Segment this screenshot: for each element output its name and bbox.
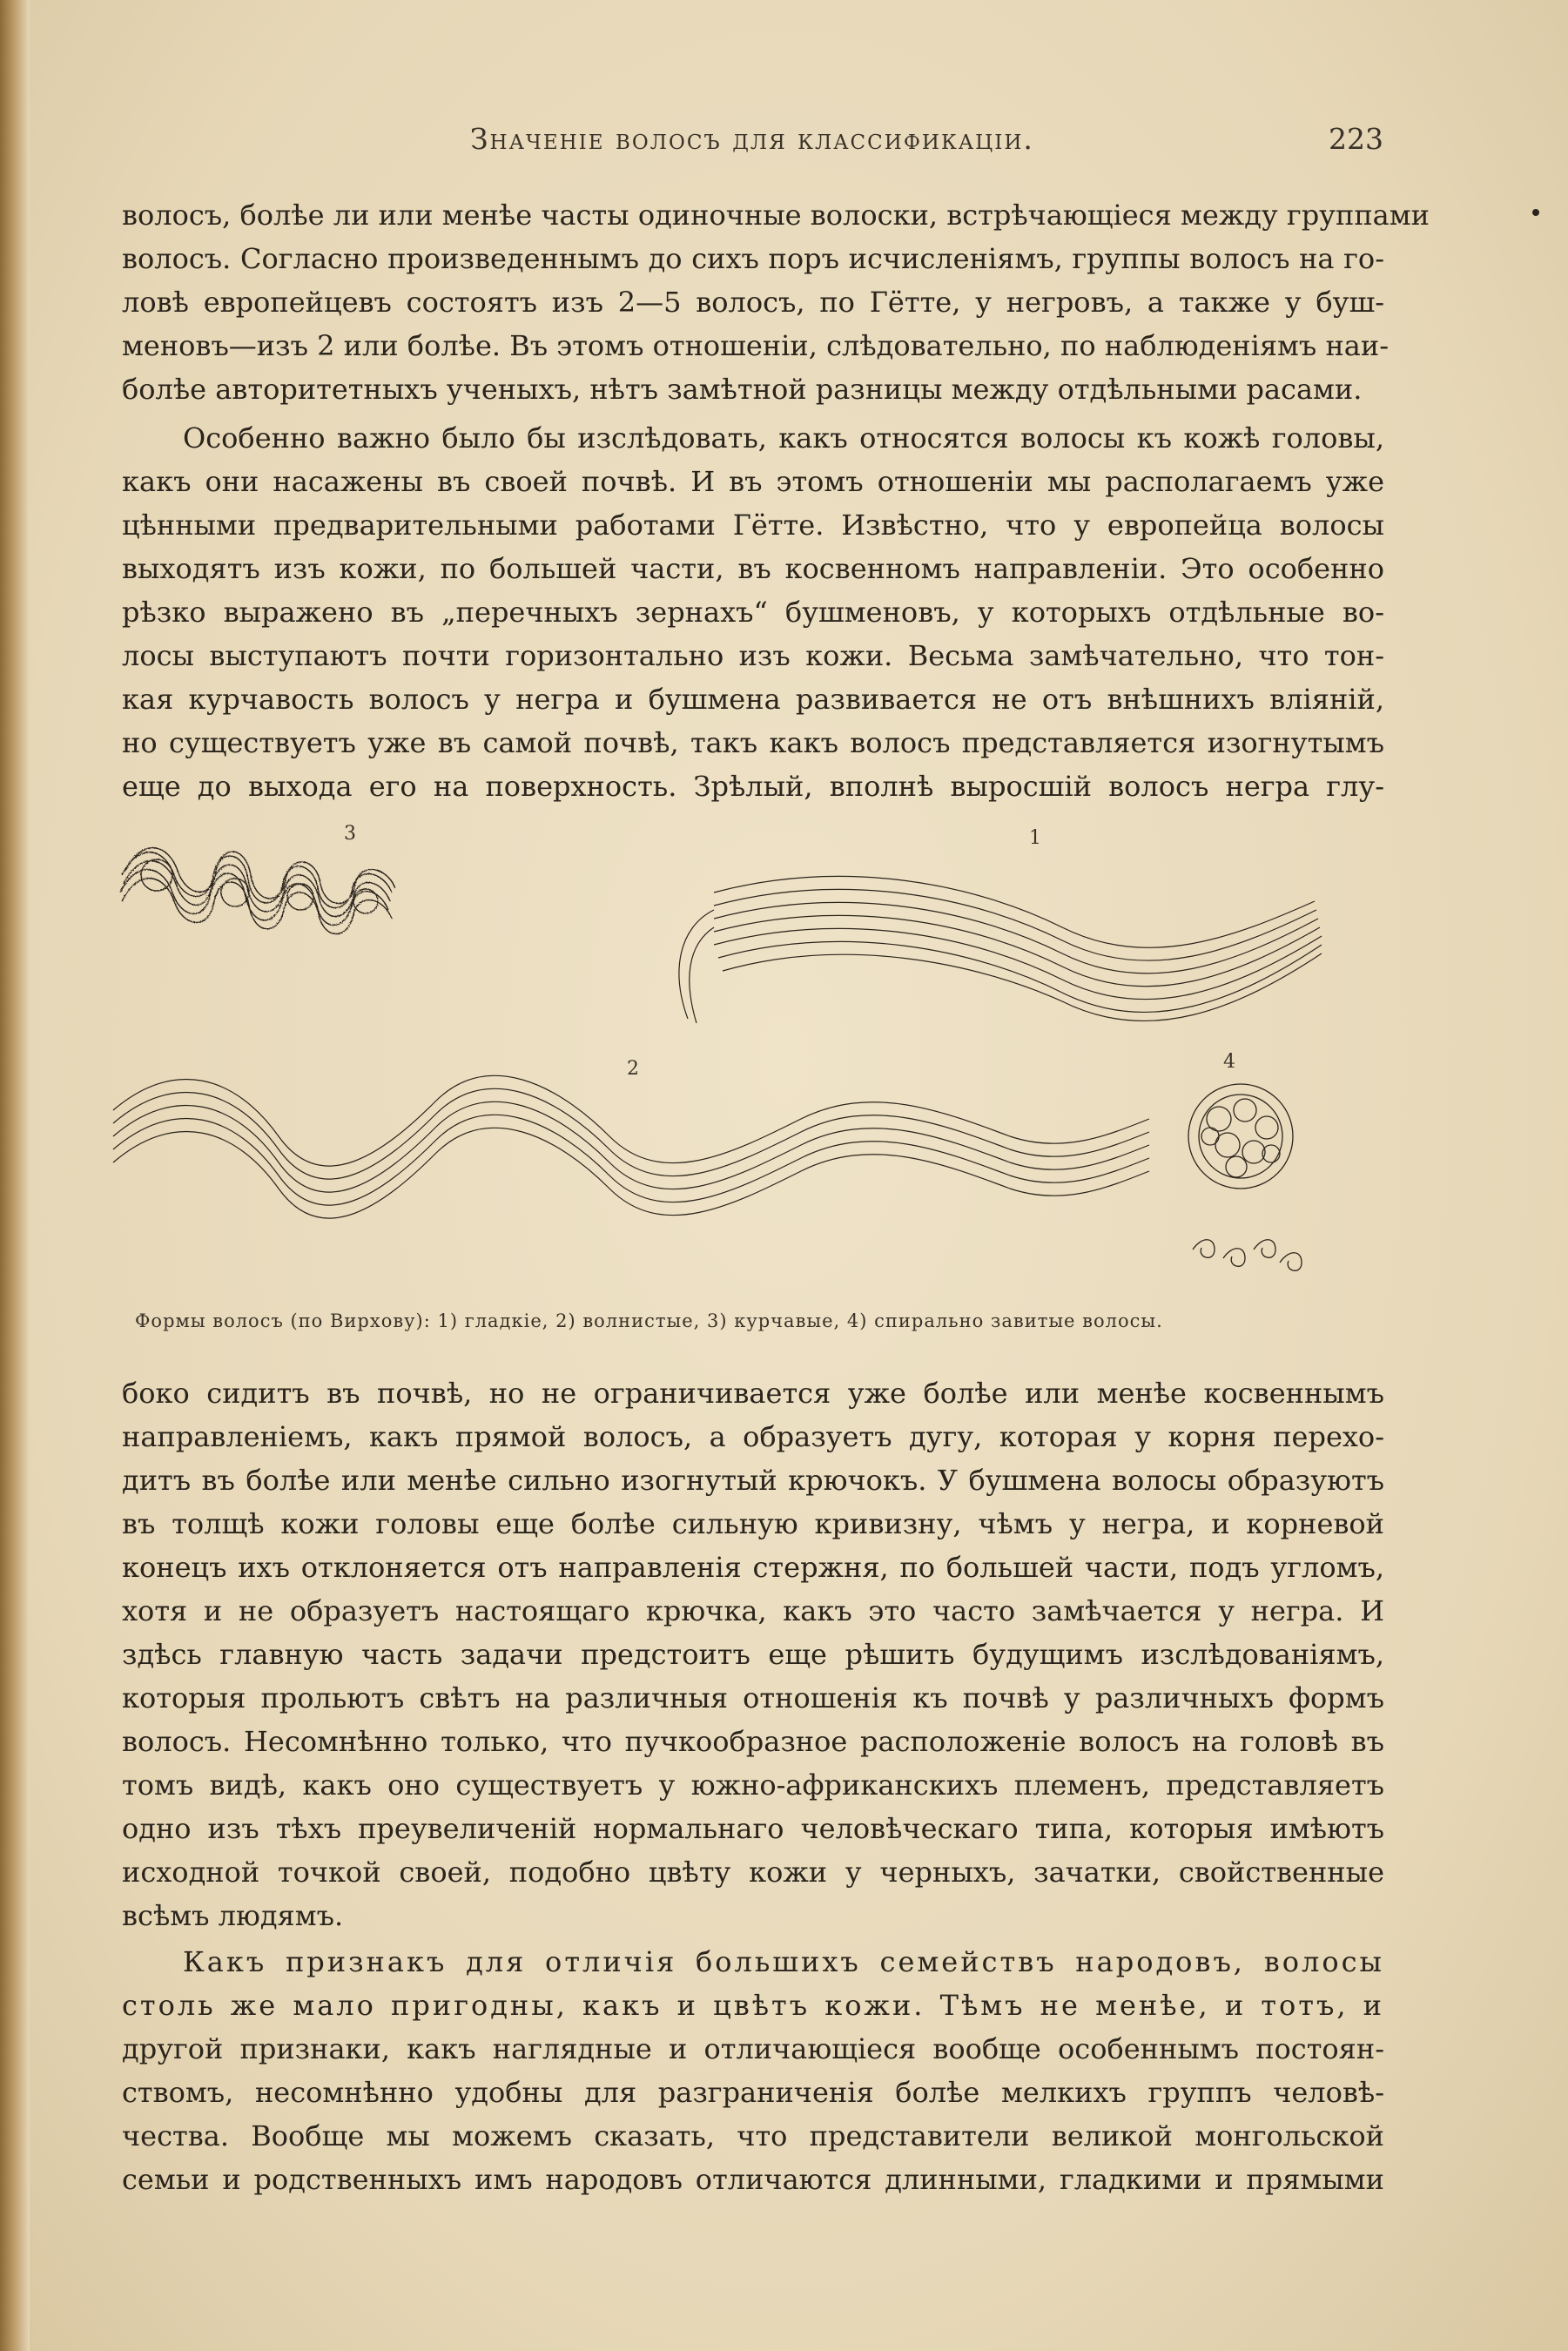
text-line: чества. Вообще мы можемъ сказать, что представители великой монгольской bbox=[122, 2119, 1384, 2152]
page-header bbox=[0, 122, 1568, 165]
text-line: волосъ. Несомнѣнно только, что пучкообразное расположеніе волосъ на головѣ въ bbox=[122, 1725, 1384, 1758]
text-line: томъ видѣ, какъ оно существуетъ у южно-африканскихъ племенъ, представляетъ bbox=[122, 1768, 1384, 1802]
text-line: болѣе авторитетныхъ ученыхъ, нѣтъ замѣтной разницы между отдѣльными расами. bbox=[122, 373, 1363, 406]
straight-hair-lock bbox=[679, 876, 1322, 1023]
text-line: конецъ ихъ отклоняется отъ направленія стержня, по большей части, подъ угломъ, bbox=[122, 1551, 1384, 1584]
figure-label-1: 1 bbox=[1029, 827, 1041, 849]
ink-dot bbox=[1532, 209, 1539, 216]
text-line: меновъ—изъ 2 или болѣе. Въ этомъ отношеніи, слѣдовательно, по наблюденіямъ наи- bbox=[122, 329, 1389, 362]
text-line: боко сидитъ въ почвѣ, но не ограничивается уже болѣе или менѣе косвеннымъ bbox=[122, 1377, 1384, 1410]
hair-forms-figure bbox=[104, 823, 1367, 1310]
paragraph-4 bbox=[122, 1940, 1384, 2201]
text-line: рѣзко выражено въ „перечныхъ зернахъ“ бушменовъ, у которыхъ отдѣльные во- bbox=[122, 596, 1384, 629]
text-line: волосъ, болѣе ли или менѣе часты одиночные волоски, встрѣчающіеся между группами bbox=[122, 199, 1430, 232]
spiral-hair-lock bbox=[1188, 1084, 1302, 1270]
paragraph-3 bbox=[122, 1371, 1384, 1937]
page-gutter bbox=[0, 0, 30, 2351]
text-line: семьи и родственныхъ имъ народовъ отличаются длинными, гладкими и прямыми bbox=[122, 2163, 1384, 2196]
text-line: здѣсь главную часть задачи предстоитъ еще рѣшить будущимъ изслѣдованіямъ, bbox=[122, 1638, 1384, 1671]
text-line: исходной точкой своей, подобно цвѣту кожи у черныхъ, зачатки, свойственные bbox=[122, 1856, 1384, 1889]
text-line: которыя прольютъ свѣтъ на различныя отношенія къ почвѣ у различныхъ формъ bbox=[122, 1681, 1384, 1714]
text-line: какъ они насажены въ своей почвѣ. И въ этомъ отношеніи мы располагаемъ уже bbox=[122, 465, 1384, 498]
figure-label-4: 4 bbox=[1223, 1051, 1235, 1073]
hair-engraving bbox=[104, 823, 1367, 1310]
figure-label-3: 3 bbox=[344, 823, 356, 845]
paragraph-2 bbox=[122, 416, 1384, 808]
text-line: выходятъ изъ кожи, по большей части, въ косвенномъ направленіи. Это особенно bbox=[122, 552, 1384, 585]
text-line: Какъ признакъ для отличія большихъ семействъ народовъ, волосы bbox=[183, 1945, 1384, 1978]
paragraph-1 bbox=[122, 193, 1430, 411]
text-line: ловѣ европейцевъ состоятъ изъ 2—5 волосъ, по Гётте, у негровъ, а также у буш- bbox=[122, 286, 1384, 319]
text-line: кая курчавость волосъ у негра и бушмена развивается не отъ внѣшнихъ вліяній, bbox=[122, 683, 1384, 716]
text-line: еще до выхода его на поверхность. Зрѣлый, вполнѣ выросшій волосъ негра глу- bbox=[122, 770, 1384, 803]
figure-caption: Формы волосъ (по Вирхову): 1) гладкіе, 2) волнистые, 3) курчавые, 4) спирально завитые волосы. bbox=[135, 1310, 1163, 1331]
text-line: хотя и не образуетъ настоящаго крючка, какъ это часто замѣчается у негра. И bbox=[122, 1594, 1384, 1627]
text-line: въ толщѣ кожи головы еще болѣе сильную кривизну, чѣмъ у негра, и корневой bbox=[122, 1507, 1384, 1540]
text-line: но существуетъ уже въ самой почвѣ, такъ какъ волосъ представляется изогнутымъ bbox=[122, 726, 1384, 759]
text-line: одно изъ тѣхъ преувеличеній нормальнаго человѣческаго типа, которыя имѣютъ bbox=[122, 1812, 1384, 1845]
text-line: цѣнными предварительными работами Гётте. Извѣстно, что у европейца волосы bbox=[122, 509, 1384, 542]
text-line: всѣмъ людямъ. bbox=[122, 1899, 344, 1932]
text-line: столь же мало пригодны, какъ и цвѣтъ кожи. Тѣмъ не менѣе, и тотъ, и bbox=[122, 1989, 1384, 2022]
text-line: направленіемъ, какъ прямой волосъ, а образуетъ дугу, которая у корня перехо- bbox=[122, 1420, 1384, 1453]
text-line: волосъ. Согласно произведеннымъ до сихъ поръ исчисленіямъ, группы волосъ на го- bbox=[122, 242, 1384, 275]
running-head: Значеніе волосъ для классификаціи. bbox=[470, 122, 1034, 156]
text-line: другой признаки, какъ наглядные и отличающіеся вообще особеннымъ постоян- bbox=[122, 2032, 1384, 2065]
text-line: дитъ въ болѣе или менѣе сильно изогнутый крючокъ. У бушмена волосы образуютъ bbox=[122, 1464, 1384, 1497]
wavy-hair-lock bbox=[113, 1075, 1149, 1218]
text-line: Особенно важно было бы изслѣдовать, какъ относятся волосы къ кожѣ головы, bbox=[183, 421, 1384, 455]
text-line: лосы выступаютъ почти горизонтально изъ кожи. Весьма замѣчательно, что тон- bbox=[122, 639, 1384, 672]
text-line: ствомъ, несомнѣнно удобны для разграниченія болѣе мелкихъ группъ человѣ- bbox=[122, 2076, 1384, 2109]
figure-label-2: 2 bbox=[627, 1058, 639, 1080]
page-number: 223 bbox=[1329, 122, 1383, 156]
curly-hair-lock bbox=[120, 848, 395, 934]
